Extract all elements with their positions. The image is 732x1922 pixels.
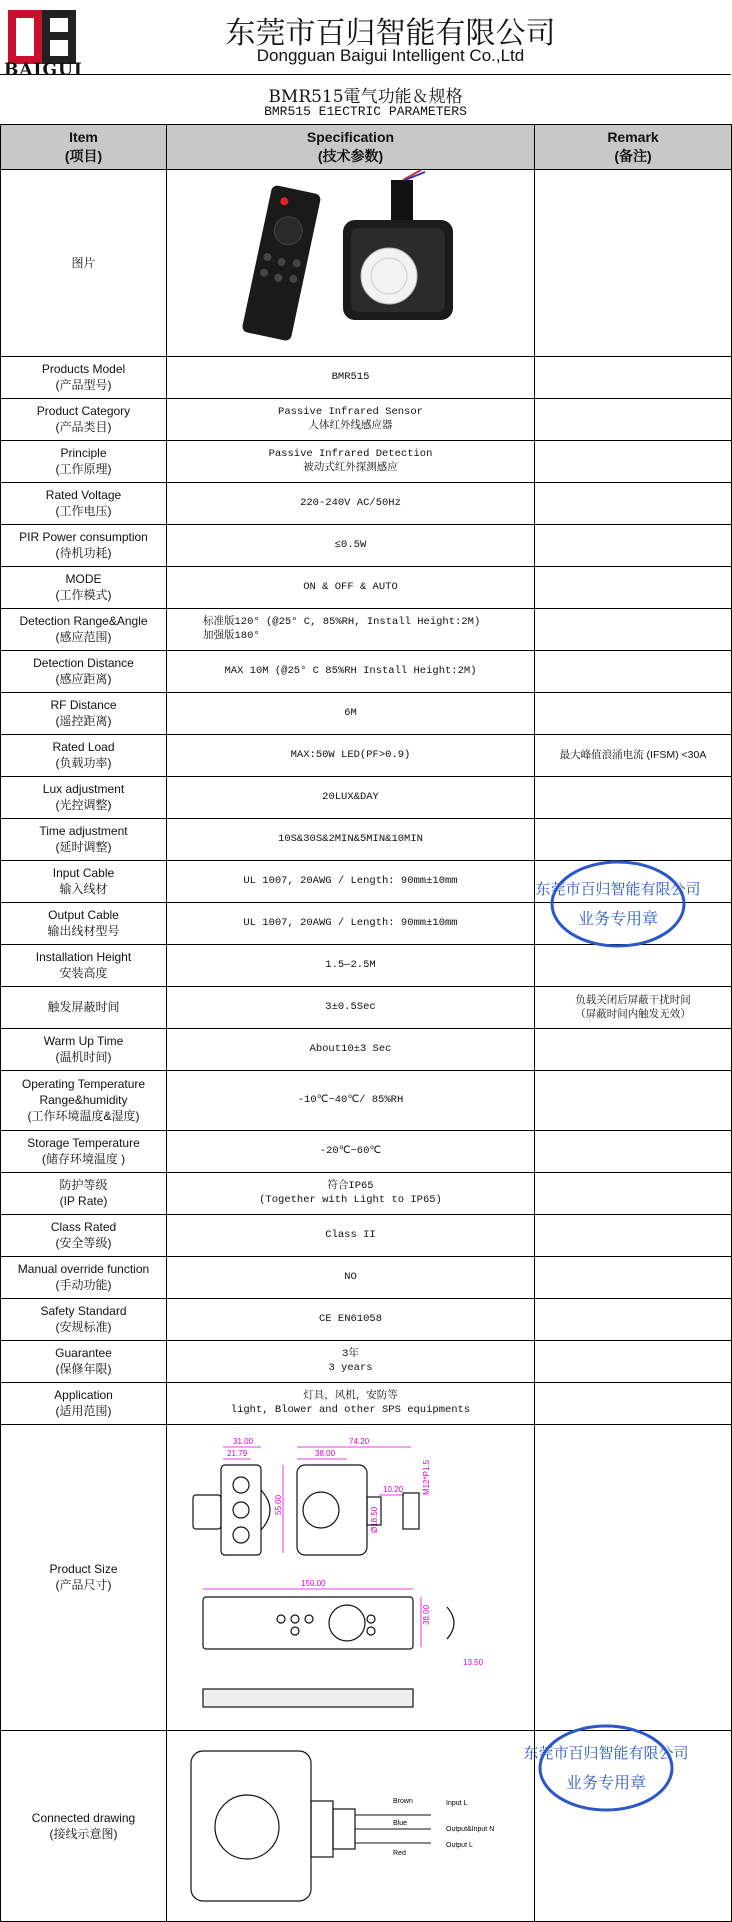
item-cn: (感应距离)	[55, 672, 112, 687]
item-cn: (安全等级)	[55, 1236, 112, 1251]
row-item-label	[1, 524, 167, 566]
table-row	[1, 1070, 732, 1130]
dim-d9: 150.00	[300, 1578, 325, 1588]
row-remark	[535, 1070, 732, 1130]
spec-line-2: 加强版180°	[203, 630, 260, 643]
row-item-label	[1, 1382, 167, 1424]
row-spec-value	[167, 860, 535, 902]
product-photo	[167, 170, 535, 357]
row-remark	[535, 608, 732, 650]
row-spec-value	[167, 1214, 535, 1256]
spec-line-1: UL 1007, 20AWG / Length: 90mm±10mm	[243, 917, 458, 929]
product-size-drawing	[167, 1424, 535, 1731]
item-cn: (储存环境温度 )	[41, 1152, 126, 1167]
svg-text:东莞市百归智能有限公司: 东莞市百归智能有限公司	[523, 1745, 689, 1762]
dim-d5: 55.00	[273, 1494, 283, 1515]
item-en: Output Cable	[48, 907, 119, 922]
item-cn: 安装高度	[59, 966, 108, 981]
dim-d7: M12*P1.5	[421, 1459, 431, 1495]
item-cn: (产品类目)	[55, 420, 112, 435]
connected-drawing	[167, 1731, 535, 1922]
row-remark	[535, 818, 732, 860]
dim-d1: 31.00	[232, 1436, 253, 1446]
spec-line-1: 10S&30S&2MIN&5MIN&10MIN	[278, 833, 423, 845]
table-row	[1, 1172, 732, 1214]
row-spec-value	[167, 776, 535, 818]
row-item-label	[1, 440, 167, 482]
spec-table	[0, 124, 732, 1922]
row-item-label	[1, 1256, 167, 1298]
wiring-diagram	[171, 1731, 531, 1915]
item-en: Time adjustment	[39, 823, 128, 838]
item-cn: (延时调整)	[55, 840, 112, 855]
table-row	[1, 1382, 732, 1424]
item-en: Guarantee	[55, 1345, 112, 1360]
item-cn: (手动功能)	[55, 1278, 112, 1293]
item-en: Principle	[60, 445, 107, 460]
wire-output-n: Output&Input N	[445, 1826, 494, 1834]
product-photo-image	[171, 170, 531, 350]
row-spec-value	[167, 692, 535, 734]
product-size-row	[1, 1424, 732, 1731]
row-item-label	[1, 1130, 167, 1172]
table-row	[1, 1214, 732, 1256]
row-item-label	[1, 608, 167, 650]
table-row	[1, 818, 732, 860]
item-en: Products Model	[41, 361, 126, 376]
row-spec-value	[167, 398, 535, 440]
row-remark	[535, 692, 732, 734]
spec-line-1: -10℃~40℃/ 85%RH	[297, 1094, 404, 1106]
wire-brown: Brown	[392, 1798, 413, 1806]
row-remark	[535, 1382, 732, 1424]
row-remark	[535, 776, 732, 818]
spec-line-1: BMR515	[331, 371, 370, 383]
row-item-label	[1, 1172, 167, 1214]
table-row	[1, 524, 732, 566]
document-header	[0, 0, 731, 124]
spec-line-2: 被动式红外探测感应	[303, 462, 398, 475]
wire-blue: Blue	[392, 1820, 407, 1828]
item-cn: Range&humidity	[39, 1093, 128, 1107]
item-cn: (工作原理)	[55, 462, 112, 477]
spec-line-1: Class II	[325, 1229, 376, 1241]
row-remark	[535, 1028, 732, 1070]
row-remark	[535, 566, 732, 608]
company-name-en: Dongguan Baigui Intelligent Co.,Ltd	[256, 46, 525, 65]
row-spec-value	[167, 482, 535, 524]
spec-line-1: Passive Infrared Sensor	[278, 405, 423, 418]
row-spec-value	[167, 1298, 535, 1340]
row-item-label	[1, 650, 167, 692]
item-en: Application	[54, 1387, 113, 1402]
table-row	[1, 608, 732, 650]
table-row	[1, 356, 732, 398]
row-remark	[535, 944, 732, 986]
item-en: Rated Load	[52, 739, 115, 754]
wire-input-l: Input L	[445, 1800, 467, 1808]
row-remark	[535, 356, 732, 398]
item-cn: 输入线材	[59, 882, 108, 897]
row-remark	[535, 440, 732, 482]
row-remark	[535, 1214, 732, 1256]
row-spec-value	[167, 944, 535, 986]
item-en: Safety Standard	[40, 1303, 127, 1318]
header-remark: Remark (备注)	[535, 125, 732, 170]
document-subtitle: BMR515 E1ECTRIC PARAMETERS	[264, 104, 467, 119]
row-spec-value	[167, 1382, 535, 1424]
size-label-cn: (产品尺寸)	[55, 1578, 112, 1593]
table-row	[1, 1130, 732, 1172]
dim-d3: 74.20	[348, 1436, 369, 1446]
item-en: Manual override function	[17, 1261, 150, 1276]
table-row	[1, 776, 732, 818]
spec-line-1: -20℃~60℃	[319, 1145, 382, 1157]
row-item-label	[1, 1028, 167, 1070]
document-title: BMR515電气功能＆规格	[268, 87, 463, 107]
size-label-en: Product Size	[49, 1562, 118, 1577]
table-row	[1, 734, 732, 776]
item-en: Detection Range&Angle	[19, 613, 148, 628]
spec-line-1: ≤0.5W	[334, 539, 367, 551]
item-en: Detection Distance	[33, 655, 134, 670]
row-item-label	[1, 398, 167, 440]
row-spec-value	[167, 902, 535, 944]
spec-line-1: 标准版120° (@25° C, 85%RH, Install Height:2M)	[203, 615, 481, 628]
row-item-label	[1, 860, 167, 902]
spec-line-1: MAX 10M (@25° C 85%RH Install Height:2M)	[224, 665, 477, 677]
spec-line-1: 6M	[344, 707, 357, 719]
spec-line-1: ON & OFF & AUTO	[303, 581, 398, 593]
row-spec-value	[167, 440, 535, 482]
row-spec-value	[167, 608, 535, 650]
table-row	[1, 944, 732, 986]
row-spec-value	[167, 1130, 535, 1172]
row-item-label	[1, 356, 167, 398]
spec-line-2: (Together with Light to IP65)	[259, 1194, 442, 1207]
item-en: 防护等级	[59, 1177, 108, 1192]
item-en: MODE	[65, 571, 102, 586]
dim-d11: 13.50	[462, 1657, 483, 1667]
item-cn: (适用范围)	[55, 1404, 112, 1419]
spec-line-1: Passive Infrared Detection	[268, 447, 433, 460]
row-item-label	[1, 1214, 167, 1256]
company-seal-icon	[523, 1722, 689, 1814]
header-spec: Specification (技术参数)	[167, 125, 535, 170]
row-remark	[535, 1130, 732, 1172]
row-spec-value	[167, 524, 535, 566]
row-remark	[535, 650, 732, 692]
table-row	[1, 986, 732, 1028]
photo-row	[1, 170, 732, 357]
item-cn: (温机时间)	[55, 1050, 112, 1065]
row-spec-value	[167, 734, 535, 776]
spec-line-1: MAX:50W LED(PF>0.9)	[290, 749, 411, 761]
remark-line-1: 最大峰值浪涌电流 (IFSM) <30A	[559, 749, 707, 761]
connected-drawing-label	[1, 1731, 167, 1922]
row-remark	[535, 734, 732, 776]
item-cn: (感应范围)	[55, 630, 112, 645]
spec-line-1: UL 1007, 20AWG / Length: 90mm±10mm	[243, 875, 458, 887]
dim-d10: 38.00	[421, 1604, 431, 1625]
item-en: Product Category	[36, 403, 131, 418]
spec-line-1: CE EN61058	[318, 1313, 382, 1325]
row-spec-value	[167, 1028, 535, 1070]
photo-remark	[535, 170, 732, 357]
row-spec-value	[167, 1340, 535, 1382]
row-item-label	[1, 734, 167, 776]
product-size-label	[1, 1424, 167, 1731]
dimension-drawing	[171, 1425, 531, 1725]
table-row	[1, 1340, 732, 1382]
company-seal-icon	[535, 858, 701, 950]
item-en: Installation Height	[35, 949, 132, 964]
item-en: PIR Power consumption	[19, 529, 148, 544]
spec-line-1: 20LUX&DAY	[322, 791, 379, 803]
wiring-label-en: Connected drawing	[31, 1810, 136, 1825]
wire-red: Red	[392, 1850, 406, 1858]
wiring-label-cn: (接线示意图)	[49, 1826, 118, 1841]
row-item-label	[1, 944, 167, 986]
item-cn: (工作模式)	[55, 588, 112, 603]
company-name-cn: 东莞市百归智能有限公司	[225, 16, 556, 51]
item-cn: (产品型号)	[55, 378, 112, 393]
svg-text:业务专用章: 业务专用章	[577, 911, 659, 928]
item-cn: (待机功耗)	[55, 546, 112, 561]
table-row	[1, 1298, 732, 1340]
table-row	[1, 398, 732, 440]
product-size-remark	[535, 1424, 732, 1731]
row-spec-value	[167, 1070, 535, 1130]
row-remark	[535, 398, 732, 440]
table-row	[1, 1028, 732, 1070]
dim-d8: Ø18.50	[369, 1506, 379, 1533]
row-spec-value	[167, 818, 535, 860]
dim-d6: 10.20	[382, 1484, 403, 1494]
item-cn: (保修年限)	[55, 1362, 112, 1377]
row-item-label	[1, 1070, 167, 1130]
row-remark	[535, 1256, 732, 1298]
item-cn: (光控调整)	[55, 798, 112, 813]
item-en: Warm Up Time	[43, 1033, 124, 1048]
row-item-label	[1, 986, 167, 1028]
svg-text:东莞市百归智能有限公司: 东莞市百归智能有限公司	[535, 881, 701, 898]
row-item-label	[1, 902, 167, 944]
table-row	[1, 1256, 732, 1298]
spec-line-1: NO	[344, 1271, 357, 1283]
row-item-label	[1, 692, 167, 734]
item-en: Operating Temperature	[21, 1076, 146, 1091]
item-cn: (安规标准)	[55, 1320, 112, 1335]
row-item-label	[1, 1340, 167, 1382]
spec-line-2: 人体红外线感应器	[308, 420, 393, 433]
spec-line-1: 灯具，风机，安防等	[303, 1389, 398, 1402]
dim-d2: 21.79	[226, 1448, 247, 1458]
row-spec-value	[167, 1172, 535, 1214]
table-row	[1, 566, 732, 608]
photo-label: 图片	[1, 170, 167, 357]
item-en: Lux adjustment	[42, 781, 125, 796]
item-cn: (负载功率)	[55, 756, 112, 771]
spec-line-2: light, Blower and other SPS equipments	[230, 1404, 471, 1417]
header-divider	[0, 74, 731, 75]
item-cn: (工作电压)	[55, 504, 112, 519]
item-cn: (遥控距离)	[55, 714, 112, 729]
logo-text: BAIGUI	[4, 60, 83, 80]
row-remark	[535, 482, 732, 524]
row-item-label	[1, 776, 167, 818]
table-row	[1, 650, 732, 692]
row-item-label	[1, 482, 167, 524]
row-spec-value	[167, 986, 535, 1028]
item-cn-2: (工作环境温度&湿度)	[27, 1109, 140, 1124]
row-spec-value	[167, 566, 535, 608]
spec-line-1: 符合IP65	[327, 1179, 374, 1192]
remark-line-1: 负载关闭后屏蔽干扰时间	[575, 993, 691, 1006]
row-item-label	[1, 566, 167, 608]
item-en: 触发屏蔽时间	[47, 1000, 120, 1014]
row-item-label	[1, 818, 167, 860]
wire-output-l: Output L	[445, 1842, 473, 1850]
row-remark	[535, 986, 732, 1028]
spec-line-2: 3 years	[328, 1362, 373, 1375]
dim-d4: 38.00	[314, 1448, 335, 1458]
item-en: Class Rated	[50, 1219, 117, 1234]
row-remark	[535, 1340, 732, 1382]
row-spec-value	[167, 1256, 535, 1298]
header-item: Item (项目)	[1, 125, 167, 170]
spec-line-1: 220-240V AC/50Hz	[300, 497, 401, 509]
item-cn: (IP Rate)	[59, 1194, 108, 1209]
row-item-label	[1, 1298, 167, 1340]
item-en: Storage Temperature	[27, 1135, 140, 1150]
table-row	[1, 440, 732, 482]
item-en: Rated Voltage	[45, 487, 122, 502]
row-spec-value	[167, 650, 535, 692]
table-row	[1, 692, 732, 734]
item-en: Input Cable	[52, 865, 115, 880]
row-remark	[535, 1298, 732, 1340]
table-row	[1, 482, 732, 524]
row-spec-value	[167, 356, 535, 398]
remark-line-2: （屏蔽时间内触发无效）	[575, 1008, 691, 1021]
row-remark	[535, 524, 732, 566]
table-header-row	[1, 125, 732, 170]
spec-line-1: 3±0.5Sec	[325, 1001, 376, 1013]
svg-text:业务专用章: 业务专用章	[565, 1775, 647, 1792]
spec-line-1: 3年	[342, 1347, 359, 1360]
row-remark	[535, 1172, 732, 1214]
spec-line-1: 1.5—2.5M	[325, 959, 376, 971]
item-cn: 输出线材型号	[47, 924, 120, 939]
item-en: RF Distance	[50, 697, 117, 712]
spec-line-1: About10±3 Sec	[309, 1043, 392, 1055]
